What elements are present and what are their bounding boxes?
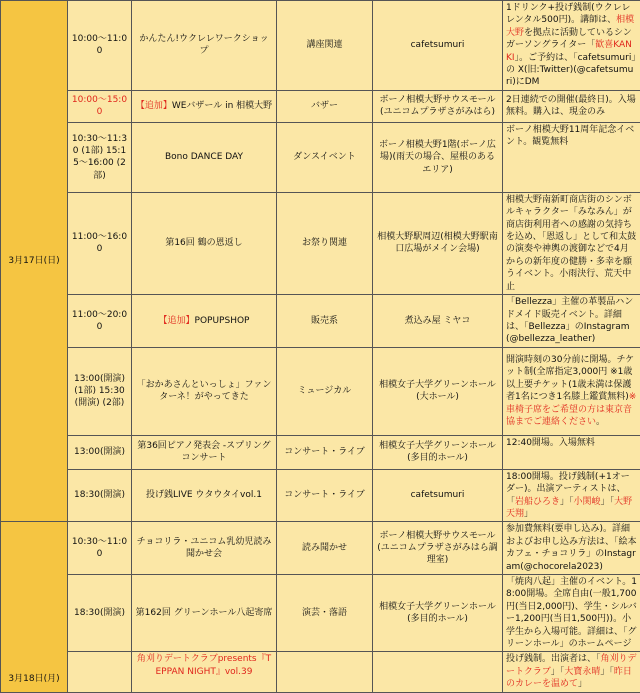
place-cell: 相模女子大学グリーンホール(多目的ホール) (373, 435, 503, 469)
category-cell (277, 652, 373, 692)
description-cell: 2日連続での開催(最終日)。入場無料。購入は、現金のみ (503, 90, 640, 122)
table-row (1, 192, 640, 294)
place-cell: ボーノ相模大野サウスモール(ユニコムプラザさがみはら調理室) (373, 522, 503, 575)
category-cell: お祭り関連 (277, 192, 373, 294)
time-cell: 10:00～15:00 (68, 90, 132, 122)
event-name-cell: Bono DANCE DAY (132, 122, 277, 192)
date-cell: 3月18日(月) (1, 522, 68, 692)
category-cell: コンサート・ライブ (277, 435, 373, 469)
place-cell: ボーノ相模大野サウスモール(ユニコムプラザさがみはら) (373, 90, 503, 122)
event-name-cell: 【追加】WEバザール in 相模大野 (132, 90, 277, 122)
place-cell: 相模大野駅周辺(相模大野駅南口広場がメイン会場) (373, 192, 503, 294)
event-name-cell: かんたん!ウクレレワークショップ (132, 1, 277, 91)
description-cell: 1ドリンク+投げ銭制(ウクレレレンタル500円)。講師は、相模大野を拠点に活動しているシンガーソングライター「歓喜KANKI」。ご予約は、「cafetsumuri」の X(旧:Twitter)(@cafetsumuri)にDM (503, 1, 640, 91)
description-cell: 開演時刻の30分前に開場。チケット制(全席指定3,000円 ※1歳以上要チケット(1歳未満は保護者1名につき1名膝上鑑賞無料)※車椅子席をご希望の方は東京音協までご連絡ください。 (503, 347, 640, 435)
category-cell: バザー (277, 90, 373, 122)
description-cell: 相模大野南新町商店街のシンボルキャラクター「みなみん」が商店街利用者への感謝の気持ちを込め、「恩返し」として和太鼓の演奏や神輿の渡御などで4月からの新年度の健勝・多幸を願うイベント。小雨決行、荒天中止 (503, 192, 640, 294)
table-row (1, 574, 640, 651)
description-cell: 「Bellezza」主催の革製品ハンドメイド販売イベント。詳細は、「Bellezza」のInstagram(@bellezza_leather) (503, 295, 640, 348)
event-name-cell: 第36回ピアノ発表会 -スプリングコンサート (132, 435, 277, 469)
event-name-cell: 角刈りデートクラブpresents『TEPPAN NIGHT』vol.39 (132, 652, 277, 692)
table-row (1, 295, 640, 348)
time-cell: 18:30(開演) (68, 469, 132, 522)
table-row (1, 1, 640, 91)
table-row (1, 652, 640, 692)
category-cell: 販売系 (277, 295, 373, 348)
time-cell: 10:00～11:00 (68, 1, 132, 91)
event-name-cell: チョコリラ・ユニコム乳幼児読み聞かせ会 (132, 522, 277, 575)
description-cell: 18:00開場。投げ銭制(+1オーダー)。出演アーティストは、「岩船ひろき」「小関峻」「大野天翔」 (503, 469, 640, 522)
category-cell: ダンスイベント (277, 122, 373, 192)
event-name-cell: 第16回 鶴の恩返し (132, 192, 277, 294)
time-cell (68, 652, 132, 692)
table-row (1, 469, 640, 522)
place-cell: cafetsumuri (373, 1, 503, 91)
event-name-cell: 第162回 グリーンホール八起寄席 (132, 574, 277, 651)
table-row (1, 122, 640, 192)
category-cell: 演芸・落語 (277, 574, 373, 651)
description-cell: 12:40開場。入場無料 (503, 435, 640, 469)
category-cell: 読み聞かせ (277, 522, 373, 575)
time-cell: 13:00(開演) (1部) 15:30(開演) (2部) (68, 347, 132, 435)
event-name-cell: 投げ銭LIVE ウタウタイvol.1 (132, 469, 277, 522)
place-cell: 相模女子大学グリーンホール(多目的ホール) (373, 574, 503, 651)
table-row (1, 90, 640, 122)
category-cell: ミュージカル (277, 347, 373, 435)
description-cell: 「焼肉八起」主催のイベント。18:00開場。全席自由(一般1,700円(当日2,000円)、学生・シルバー1,200円(当日1,500円))。小学生から入場可能。詳細は、「グリーンホール」のホームページ (503, 574, 640, 651)
time-cell: 11:00～16:00 (68, 192, 132, 294)
time-cell: 18:30(開演) (68, 574, 132, 651)
category-cell: コンサート・ライブ (277, 469, 373, 522)
time-cell: 11:00～20:00 (68, 295, 132, 348)
table-row (1, 522, 640, 575)
table-row (1, 347, 640, 435)
description-cell: ボーノ相模大野11周年記念イベント。観覧無料 (503, 122, 640, 192)
description-cell: 参加費無料(要申し込み)。詳細およびお申し込み方法は、「絵本カフェ・チョコリラ」のInstagram(@chocorela2023) (503, 522, 640, 575)
category-cell: 講座関連 (277, 1, 373, 91)
description-cell: 投げ銭制。出演者は、「角刈りデートクラブ」「大寶永晴」「昨日のカレーを温めて」 (503, 652, 640, 692)
time-cell: 13:00(開演) (68, 435, 132, 469)
place-cell: 煮込み屋 ミヤコ (373, 295, 503, 348)
place-cell (373, 652, 503, 692)
place-cell: ボーノ相模大野1階(ボーノ広場)(雨天の場合、屋根のあるエリア) (373, 122, 503, 192)
table-row (1, 435, 640, 469)
event-name-cell: 【追加】POPUPSHOP (132, 295, 277, 348)
time-cell: 10:30～11:00 (68, 522, 132, 575)
date-cell: 3月17日(日) (1, 1, 68, 522)
time-cell: 10:30～11:30 (1部) 15:15～16:00 (2部) (68, 122, 132, 192)
place-cell: 相模女子大学グリーンホール(大ホール) (373, 347, 503, 435)
event-name-cell: 「おかあさんといっしょ」ファンターネ！がやってきた (132, 347, 277, 435)
place-cell: cafetsumuri (373, 469, 503, 522)
